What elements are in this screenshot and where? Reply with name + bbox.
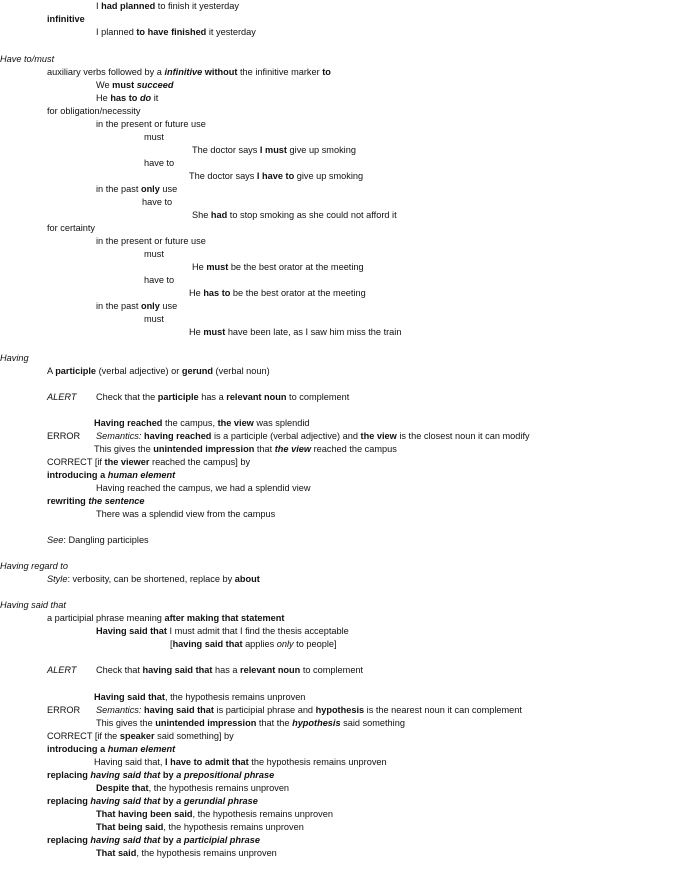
example-line: That being said, the hypothesis remains unproven	[96, 822, 304, 832]
label-have-to: have to	[142, 197, 173, 207]
alert-text: Check that the participle has a relevant noun to complement	[96, 392, 350, 402]
example-line: The doctor says I must give up smoking	[192, 145, 356, 155]
label-must: must	[144, 249, 164, 259]
example-line: Having said that, I have to admit that the hypothesis remains unproven	[94, 757, 387, 767]
definition: a participial phrase meaning after making that statement	[47, 613, 285, 623]
definition: A participle (verbal adjective) or gerund (verbal noun)	[47, 366, 270, 376]
subheading: for certainty	[47, 223, 95, 233]
example-line: That having been said, the hypothesis remains unproven	[96, 809, 333, 819]
fix-heading: rewriting the sentence	[47, 496, 145, 506]
example-line: Having reached the campus, we had a splendid view	[96, 483, 311, 493]
example-line: He must have been late, as I saw him miss the train	[189, 327, 402, 337]
example-line: There was a splendid view from the campus	[96, 509, 276, 519]
example-line: I had planned to finish it yesterday	[96, 1, 239, 11]
alert-text: Check that having said that has a relevant noun to complement	[96, 665, 364, 675]
explanation: This gives the unintended impression that the view reached the campus	[94, 444, 397, 454]
example-line: Having said that I must admit that I find the thesis acceptable	[96, 626, 349, 636]
definition: Style: verbosity, can be shortened, replace by about	[47, 574, 260, 584]
explanation: This gives the unintended impression that the hypothesis said something	[96, 718, 405, 728]
error-label: ERROR	[47, 431, 81, 441]
correct-line: CORRECT [if the viewer reached the campus] by	[47, 457, 251, 467]
example-line: We must succeed	[96, 80, 174, 90]
subheading: in the past only use	[96, 184, 178, 194]
example-line: He has to do it	[96, 93, 159, 103]
label-have-to: have to	[144, 275, 175, 285]
see-also-link[interactable]: See: Dangling participles	[47, 535, 149, 545]
alert-label: ALERT	[47, 392, 77, 402]
example-line: She had to stop smoking as she could not afford it	[192, 210, 397, 220]
entry-heading: Having	[0, 353, 29, 363]
example-line: Having said that, the hypothesis remains unproven	[94, 692, 306, 702]
fix-heading: replacing having said that by a prepositional phrase	[47, 770, 275, 780]
error-text: Semantics: having reached is a participle (verbal adjective) and the view is the closest noun it can modify	[96, 431, 530, 441]
label-must: must	[144, 132, 164, 142]
note-line: [having said that applies only to people]	[170, 639, 337, 649]
correct-line: CORRECT [if the speaker said something] by	[47, 731, 234, 741]
fix-heading: replacing having said that by a participial phrase	[47, 835, 260, 845]
error-text: Semantics: having said that is participial phrase and hypothesis is the nearest noun it can complement	[96, 705, 522, 715]
entry-heading: Having said that	[0, 600, 66, 610]
example-line: I planned to have finished it yesterday	[96, 27, 256, 37]
definition: auxiliary verbs followed by a infinitive without the infinitive marker to	[47, 67, 331, 77]
entry-heading: Having regard to	[0, 561, 68, 571]
subheading: in the past only use	[96, 301, 178, 311]
error-label: ERROR	[47, 705, 81, 715]
subheading: for obligation/necessity	[47, 106, 141, 116]
fix-heading: introducing a human element	[47, 744, 176, 754]
example-line: Despite that, the hypothesis remains unproven	[96, 783, 290, 793]
label-infinitive: infinitive	[47, 14, 85, 24]
label-must: must	[144, 314, 164, 324]
example-line: He has to be the best orator at the meeting	[189, 288, 366, 298]
entry-heading: Have to/must	[0, 54, 55, 64]
example-line: That said, the hypothesis remains unproven	[96, 848, 277, 858]
subheading: in the present or future use	[96, 119, 206, 129]
alert-label: ALERT	[47, 665, 77, 675]
example-line: Having reached the campus, the view was splendid	[94, 418, 310, 428]
label-have-to: have to	[144, 158, 175, 168]
fix-heading: replacing having said that by a gerundial phrase	[47, 796, 258, 806]
example-line: He must be the best orator at the meeting	[192, 262, 364, 272]
fix-heading: introducing a human element	[47, 470, 176, 480]
example-line: The doctor says I have to give up smoking	[189, 171, 364, 181]
subheading: in the present or future use	[96, 236, 206, 246]
